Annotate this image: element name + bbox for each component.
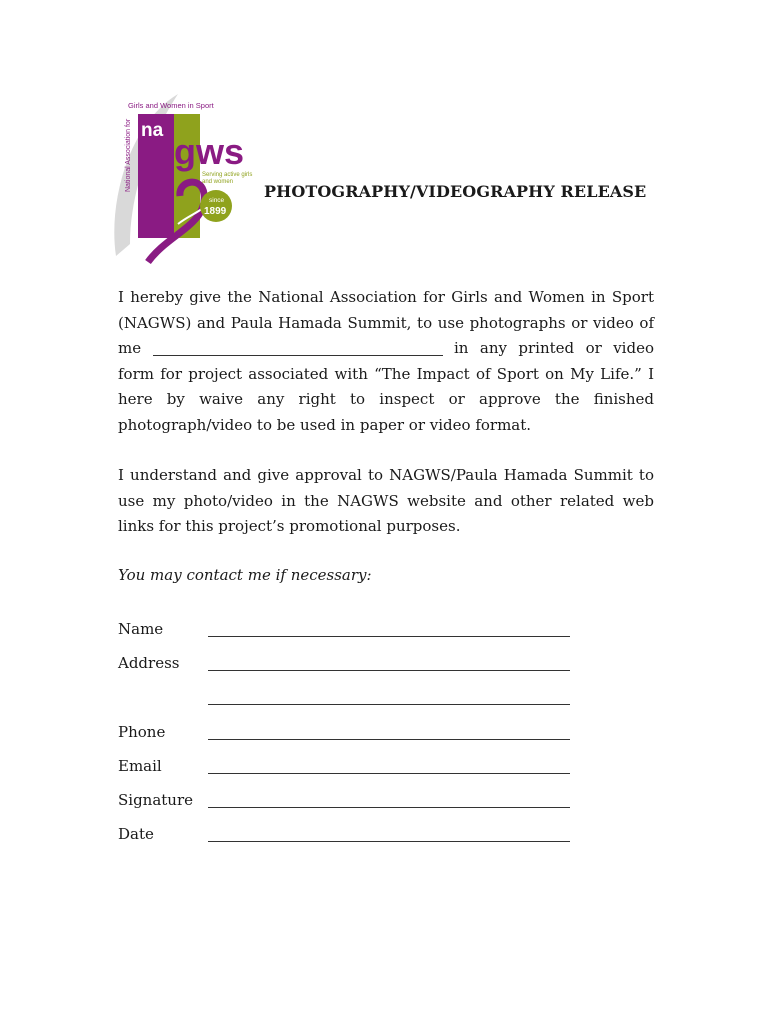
logo-gws: gws xyxy=(174,131,245,172)
logo-since: since xyxy=(209,197,225,204)
document-title: PHOTOGRAPHY/VIDEOGRAPHY RELEASE xyxy=(264,182,647,201)
date-field-line[interactable] xyxy=(208,841,570,842)
address-field-line-2[interactable] xyxy=(208,704,570,705)
name-blank-line[interactable] xyxy=(153,339,443,356)
logo-tagline-1: Serving active girls xyxy=(202,172,253,178)
paragraph1-end: in any printed or video form for project associated with “The Impact of Sport on My Life.” I here by waive any right to inspect or approve the finished photograph/video to be used in paper or video format. xyxy=(118,339,654,434)
release-paragraph xyxy=(118,285,654,439)
address-field-line-1[interactable] xyxy=(208,670,570,671)
email-field-line[interactable] xyxy=(208,773,570,774)
logo-na: na xyxy=(141,120,164,141)
logo-top-text: Girls and Women in Sport xyxy=(128,101,214,110)
approval-paragraph: I understand and give approval to NAGWS/Paula Hamada Summit to use my photo/video in the NAGWS website and other related web links for this project’s promotional purposes. xyxy=(118,466,654,536)
paragraph1-start: I hereby give the National Association for Girls and Women in Sport (NAGWS) and Paula Hamada Summit, to use photographs or video of me xyxy=(118,288,654,358)
phone-field-line[interactable] xyxy=(208,739,570,740)
logo-tagline-2: and women xyxy=(202,179,234,185)
nagws-logo xyxy=(108,84,256,266)
logo-year: 1899 xyxy=(204,206,227,217)
signature-label: Signature xyxy=(118,791,194,809)
name-field-line[interactable] xyxy=(208,636,570,637)
address-label: Address xyxy=(118,654,180,672)
phone-label: Phone xyxy=(118,723,166,741)
name-label: Name xyxy=(118,620,164,638)
email-label: Email xyxy=(118,757,162,775)
logo-vertical-text: National Association for xyxy=(125,118,132,192)
signature-field-line[interactable] xyxy=(208,807,570,808)
contact-prompt: You may contact me if necessary: xyxy=(118,566,372,584)
date-label: Date xyxy=(118,825,154,843)
